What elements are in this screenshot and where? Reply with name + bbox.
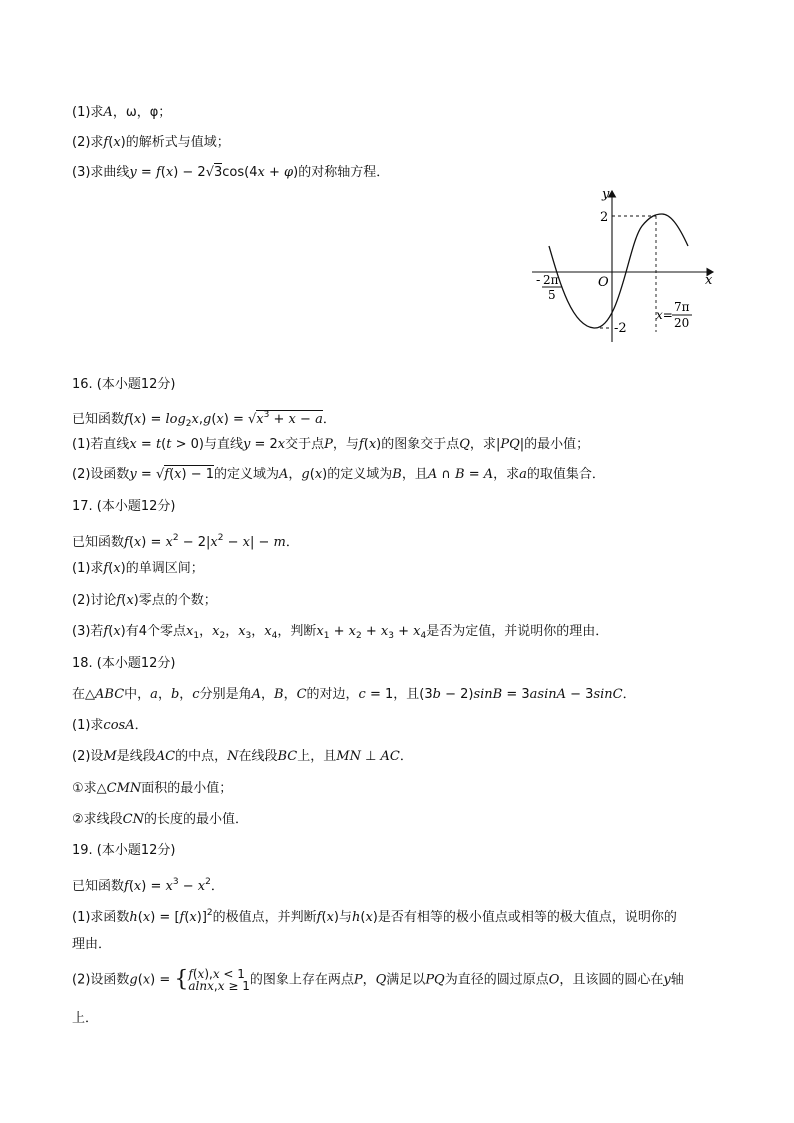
- origin-label: O: [598, 275, 609, 290]
- q18-sub1: ①求△CMN面积的最小值；: [72, 781, 233, 796]
- q19-header: 19. (本小题12分): [72, 843, 176, 858]
- left-num: 2π: [543, 273, 559, 287]
- q15-part1: (1)求A，ω，φ；: [72, 105, 172, 120]
- q17-header: 17. (本小题12分): [72, 499, 176, 514]
- y-min-label: -2: [614, 321, 627, 336]
- sine-graph: [532, 184, 722, 346]
- q18-sub2: ②求线段CN的长度的最小值．: [72, 812, 248, 827]
- q15-part2: (2)求f(x)的解析式与值域；: [72, 135, 230, 150]
- q17-part1: (1)求f(x)的单调区间；: [72, 561, 204, 576]
- left-den: 5: [548, 288, 556, 302]
- right-prefix: x=: [656, 308, 673, 322]
- right-num: 7π: [674, 300, 690, 314]
- q18-header: 18. (本小题12分): [72, 656, 176, 671]
- q18-intro: 在△ABC中，a，b，c分别是角A，B，C的对边，c = 1，且(3b − 2)sinB = 3asinA − 3sinC．: [72, 687, 636, 702]
- q19-part1: (1)求函数$h(x) = [f(x)]^2$的极值点，并判断f(x)与h(x)是否有相等的极小值点或相等的极大值点，说明你的: [72, 908, 677, 925]
- q18-part2: (2)设M是线段AC的中点，N在线段BC上，且MN ⊥ AC．: [72, 749, 413, 764]
- q19-part2: (2)设函数g(x) = {f(x),x < 1 alnx,x ≥ 1的图象上存在两点P，Q满足以PQ为直径的圆过原点O，且该圆的圆心在y轴: [72, 967, 684, 993]
- q17-part3: (3)若f(x)有4个零点$x_1$，$x_2$，$x_3$，$x_4$，判断$x_1 + x_2 + x_3 + x_4$是否为定值，并说明你的理由．: [72, 624, 609, 641]
- q18-part1: (1)求cosA．: [72, 718, 148, 733]
- y-max-label: 2: [600, 210, 609, 225]
- y-label: y: [602, 187, 610, 202]
- x-label: x: [705, 273, 713, 288]
- q19-part1-cont: 理由．: [72, 937, 112, 952]
- q15-part3: (3)求曲线y = f(x) − 2√3cos(4x + φ)的对称轴方程．: [72, 165, 390, 180]
- q16-header: 16. (本小题12分): [72, 377, 176, 392]
- q16-part1: (1)若直线x = t(t > 0)与直线y = 2x交于点P，与f(x)的图象交于点Q，求|PQ|的最小值；: [72, 437, 590, 452]
- left-sign: -: [536, 273, 541, 288]
- q16-part2: (2)设函数y = √f(x) − 1的定义域为A，g(x)的定义域为B，且A ∩ B = A，求a的取值集合．: [72, 467, 605, 482]
- q16-intro: 已知函数$f(x) = \log_2x,g(x) = √x^3 + x - a$．: [72, 410, 336, 429]
- q17-part2: (2)讨论f(x)零点的个数；: [72, 593, 217, 608]
- q17-intro: 已知函数$f(x) = x^2 - 2|x^2 - x| - m$．: [72, 533, 299, 550]
- q19-part2-cont: 上．: [72, 1011, 99, 1026]
- right-den: 20: [674, 316, 690, 330]
- q19-intro: 已知函数$f(x) = x^3 - x^2$．: [72, 877, 224, 894]
